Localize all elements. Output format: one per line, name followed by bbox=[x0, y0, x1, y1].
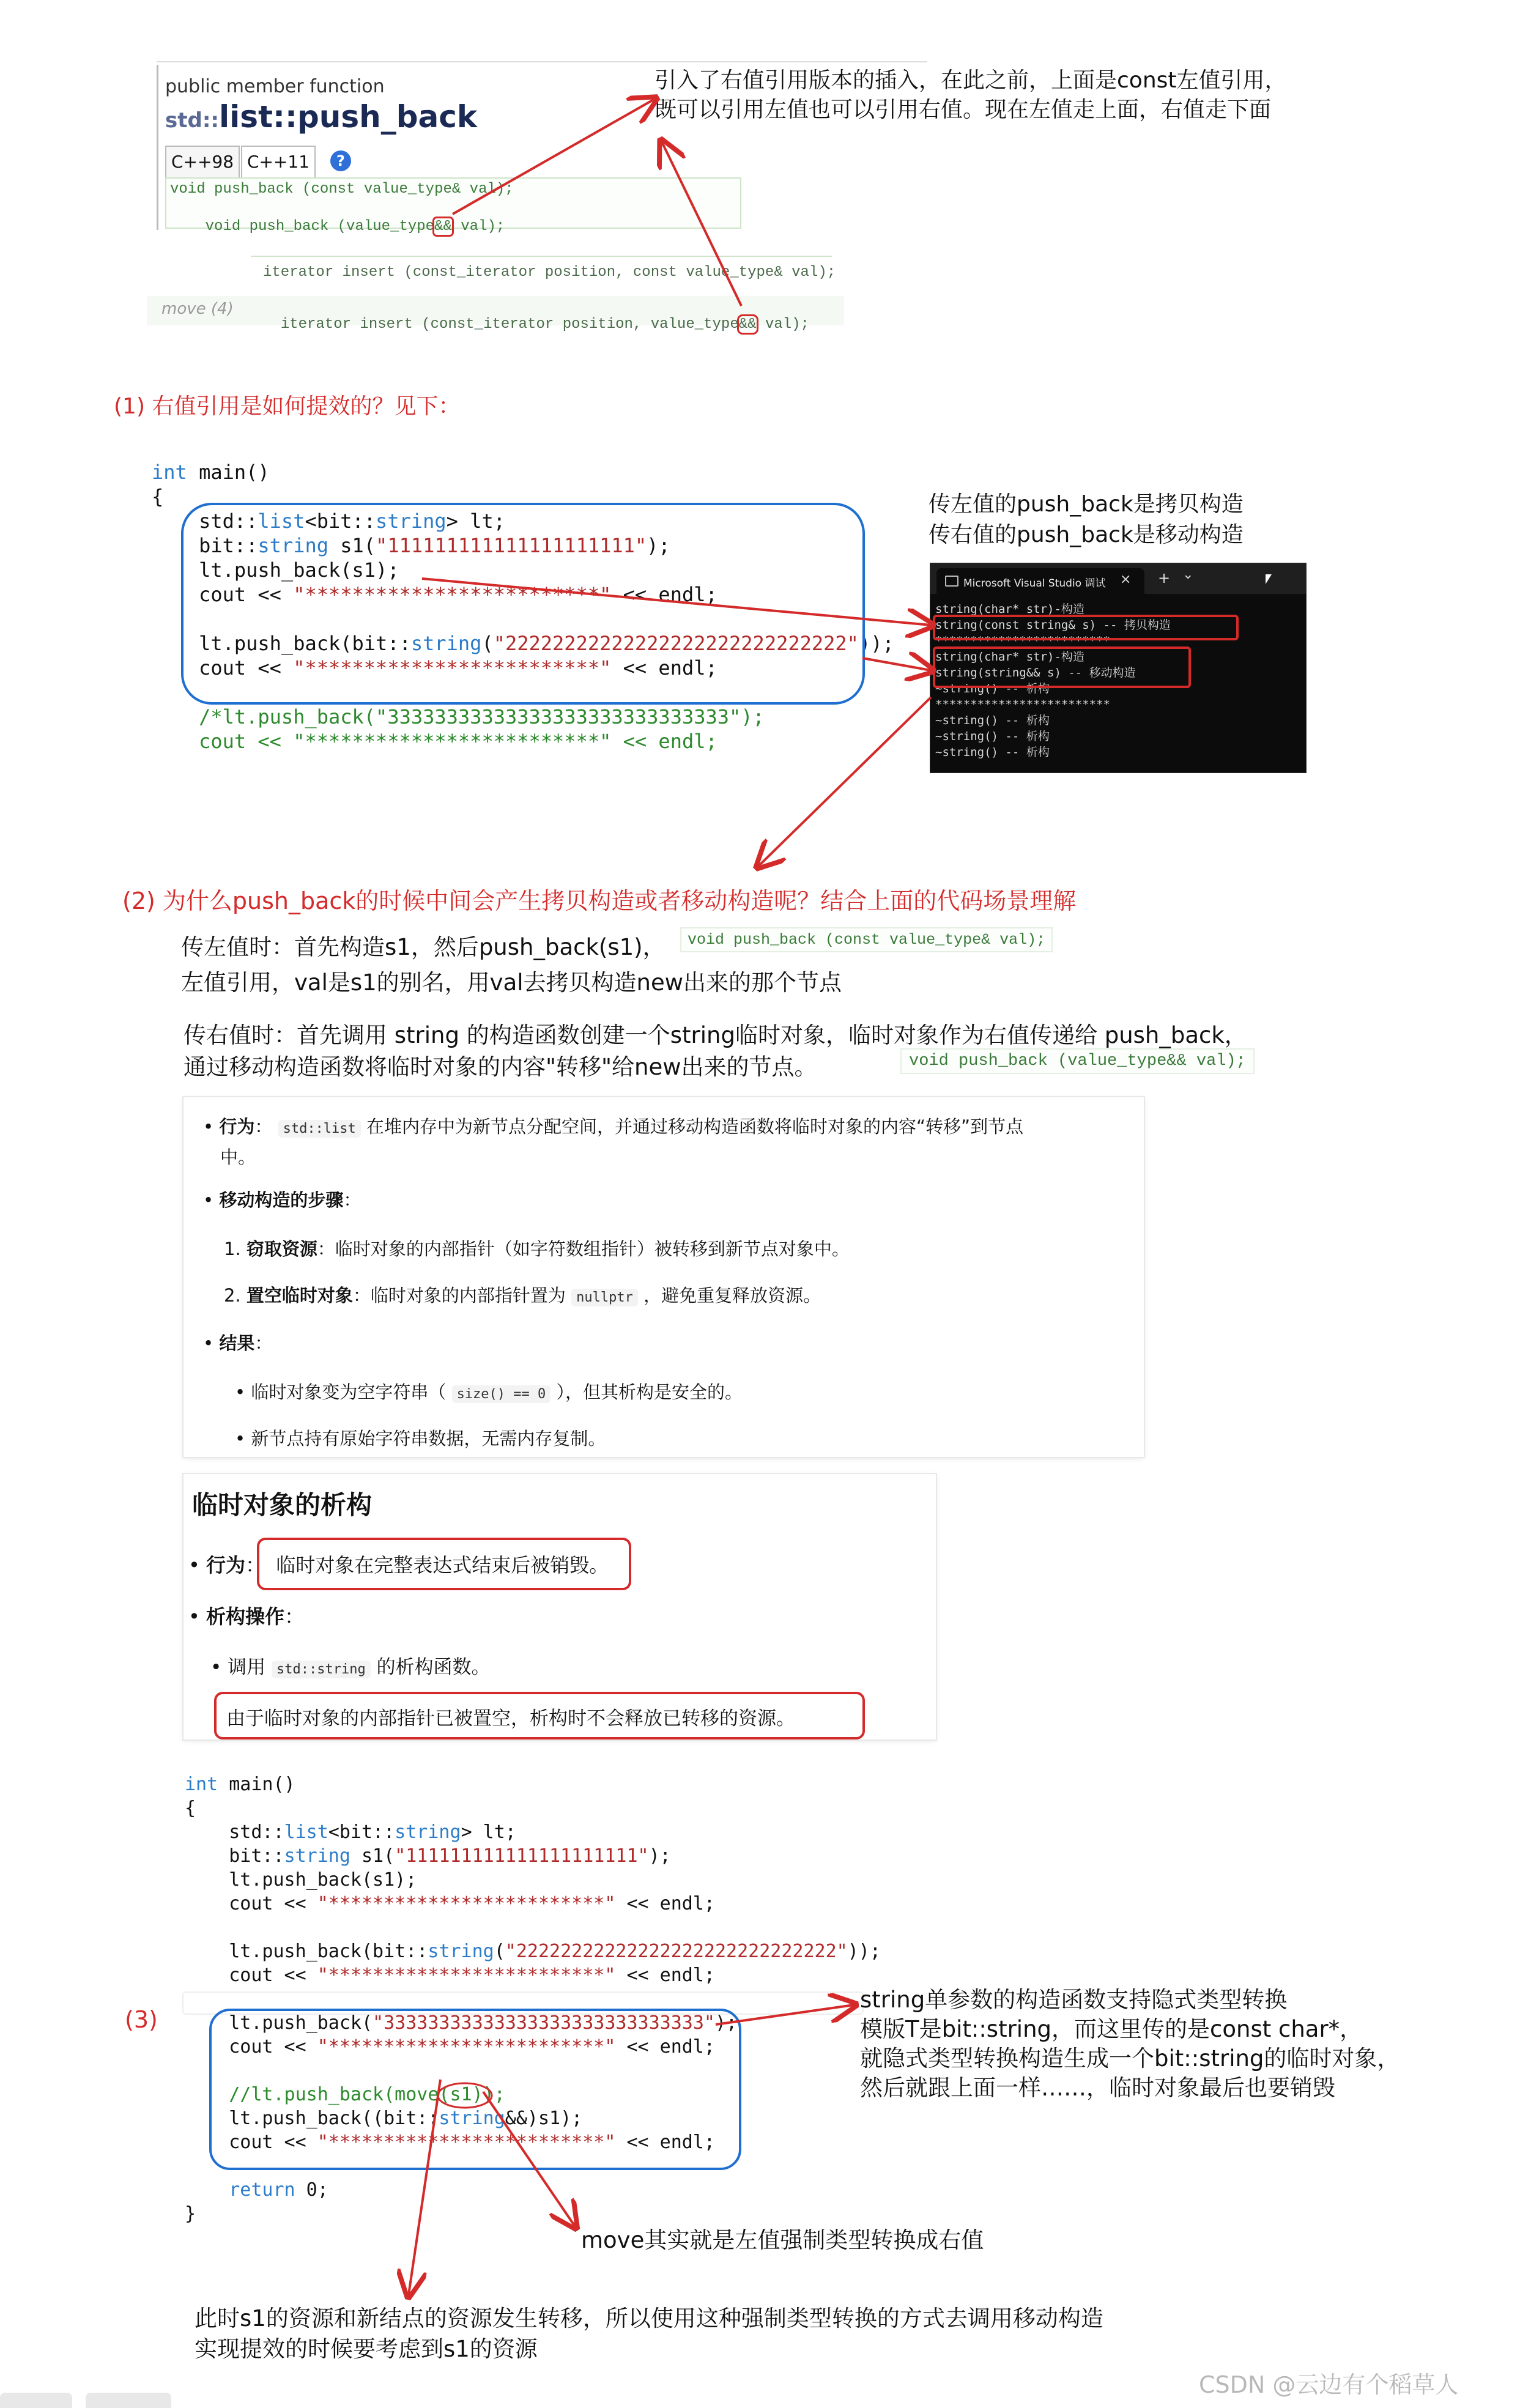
code1-line: cout << "*************************" << endl; bbox=[152, 583, 717, 606]
code2-line: cout << "*************************" << endl; bbox=[185, 2036, 715, 2058]
code1-line: /*lt.push_back("33333333333333333333333333333"); bbox=[152, 705, 765, 728]
arrow-sig-to-note bbox=[453, 99, 654, 214]
code2-line: std::list<bit::string> lt; bbox=[185, 1821, 516, 1843]
console-line: ************************* bbox=[935, 698, 1110, 711]
arrow-move-comment bbox=[483, 2092, 575, 2226]
console-line: ************************* bbox=[935, 634, 1110, 648]
ref-header-top: public member function bbox=[165, 76, 385, 97]
card2-destruct-2: 由于临时对象的内部指针已被置空，析构时不会释放已转移的资源。 bbox=[226, 1708, 795, 1730]
card2-bullet-behavior: • 行为： 临时对象在完整表达式结束后被销毁。 bbox=[188, 1554, 609, 1577]
code1-line: bit::string s1("111111111111111111111"); bbox=[152, 534, 670, 557]
code1-line: cout << "*************************" << endl; bbox=[152, 730, 717, 753]
code2-line: { bbox=[185, 1798, 196, 1819]
code2-line: cout << "*************************" << endl; bbox=[185, 1965, 715, 1986]
card1-result-1: • 临时对象变为空字符串（ size() == 0 ），但其析构是安全的。 bbox=[235, 1382, 743, 1402]
code2-line: lt.push_back("33333333333333333333333333333"); bbox=[185, 2012, 738, 2034]
code1-line: lt.push_back(bit::string("22222222222222222222222222222")); bbox=[152, 632, 894, 655]
section2-p3: 传右值时：首先调用 string 的构造函数创建一个string临时对象，临时对象作为右值传递给 push_back， bbox=[184, 1022, 1247, 1048]
arrow-console-to-sec2 bbox=[758, 697, 931, 866]
section2-p4: 通过移动构造函数将临时对象的内容"转移"给new出来的节点。 bbox=[184, 1054, 817, 1080]
code1-line: int main() bbox=[152, 461, 270, 484]
card1-result-2: • 新节点持有原始字符串数据，无需内存复制。 bbox=[235, 1428, 606, 1449]
ref-title-main: list::push_back bbox=[219, 99, 478, 135]
code1-line: std::list<bit::string> lt; bbox=[152, 509, 505, 533]
watermark: CSDN @云边有个稻草人 bbox=[1199, 2371, 1459, 2398]
section3-label: (3) bbox=[125, 2006, 158, 2033]
code2-line: return 0; bbox=[229, 2179, 328, 2201]
card1-bullet-steps: • 移动构造的步骤： bbox=[203, 1190, 361, 1210]
help-icon[interactable]: ? bbox=[330, 150, 351, 171]
console-line: ~string() -- 析构 bbox=[935, 682, 1050, 695]
new-tab-icon[interactable]: + bbox=[1158, 569, 1171, 587]
ref-insert-2: iterator insert (const_iterator position, value_type&& val); bbox=[280, 316, 809, 333]
card1-step-2: 2. 置空临时对象：临时对象的内部指针置为 nullptr ，避免重复释放资源。 bbox=[224, 1285, 821, 1306]
section2-p1: 传左值时：首先构造s1，然后push_back(s1)， bbox=[181, 934, 665, 960]
arrow-insert-to-note bbox=[662, 142, 741, 306]
section2-p4-code: void push_back (value_type&& val); bbox=[900, 1048, 1255, 1074]
note-right-1-line1: 传左值的push_back是拷贝构造 bbox=[929, 492, 1244, 517]
card2-title: 临时对象的析构 bbox=[192, 1490, 373, 1520]
card1-bullet-behavior: • 行为： std::list 在堆内存中为新节点分配空间，并通过移动构造函数将临时对象的内容“转移”到节点 bbox=[203, 1116, 1024, 1137]
inline-code: nullptr bbox=[571, 1289, 638, 1306]
ref-insert-1: iterator insert (const_iterator position, const value_type& val); bbox=[263, 264, 836, 281]
console-line: ~string() -- 析构 bbox=[935, 746, 1050, 759]
arrow-code3-to-note bbox=[716, 2005, 854, 2025]
code1-line: cout << "*************************" << endl; bbox=[152, 656, 717, 680]
tab-cpp98-label: C++98 bbox=[171, 152, 234, 172]
ref-title-prefix: std:: bbox=[165, 108, 220, 133]
ref-insert-2-rvalue: && bbox=[738, 316, 757, 333]
note-right-1-line2: 传右值的push_back是移动构造 bbox=[929, 522, 1244, 547]
ref-sig-2-rvalue: && bbox=[434, 218, 452, 235]
console-line: string(char* str)-构造 bbox=[935, 650, 1084, 664]
console-line: string(const string& s) -- 拷贝构造 bbox=[935, 618, 1171, 632]
ref-sig-2: void push_back (value_type&& val); bbox=[205, 218, 505, 235]
section2-p2: 左值引用，val是s1的别名，用val去拷贝构造new出来的那个节点 bbox=[181, 969, 842, 996]
note-bottom-line1: 此时s1的资源和新结点的资源发生转移，所以使用这种强制类型转换的方式去调用移动构造 bbox=[195, 2305, 1103, 2332]
ref-insert-label: move (4) bbox=[161, 300, 234, 318]
section2-p1-code: void push_back (const value_type& val); bbox=[680, 927, 1053, 952]
inline-code: std::string bbox=[272, 1661, 371, 1678]
console-line: string(char* str)-构造 bbox=[935, 602, 1084, 616]
code1-line: { bbox=[152, 485, 164, 508]
code2-line: } bbox=[185, 2203, 196, 2225]
note-bottom-line2: 实现提效的时候要考虑到s1的资源 bbox=[195, 2336, 538, 2362]
note-top-line1: 引入了右值引用版本的插入，在此之前，上面是const左值引用， bbox=[654, 68, 1287, 93]
code2-line: lt.push_back(s1); bbox=[185, 1869, 417, 1891]
console-line: string(string&& s) -- 移动构造 bbox=[935, 666, 1136, 680]
inline-code: size() == 0 bbox=[452, 1385, 551, 1403]
note-top-line2: 既可以引用左值也可以引用右值。现在左值走上面，右值走下面 bbox=[654, 97, 1272, 122]
card1-bullet-behavior-cont: 中。 bbox=[220, 1147, 256, 1168]
console-line: ~string() -- 析构 bbox=[935, 714, 1050, 727]
card1-bullet-result: • 结果： bbox=[203, 1333, 273, 1354]
ref-sig-1: void push_back (const value_type& val); bbox=[170, 181, 514, 198]
code2-line: lt.push_back(bit::string("22222222222222222222222222222")); bbox=[185, 1941, 881, 1962]
code2-line: bit::string s1("111111111111111111111"); bbox=[185, 1845, 671, 1867]
section1-heading: (1) 右值引用是如何提效的？见下： bbox=[114, 394, 461, 419]
card1-step-1: 1. 窃取资源：临时对象的内部指针（如字符数组指针）被转移到新节点对象中。 bbox=[224, 1239, 850, 1259]
code2-line: lt.push_back((bit::string&&)s1); bbox=[185, 2108, 583, 2129]
note-right-3-line4: 然后就跟上面一样……，临时对象最后也要销毁 bbox=[860, 2075, 1335, 2101]
circle-move-s1 bbox=[438, 2083, 492, 2108]
note-right-3-line1: string单参数的构造函数支持隐式类型转换 bbox=[860, 1987, 1288, 2013]
code2-line: cout << "*************************" << endl; bbox=[185, 1893, 715, 1914]
code2-line: //lt.push_back(move(s1)); bbox=[185, 2084, 505, 2105]
console-tab-title: Microsoft Visual Studio 调试 bbox=[963, 577, 1106, 590]
note-right-3-line2: 模版T是bit::string，而这里传的是const char*， bbox=[860, 2016, 1363, 2042]
card2-bullet-destruct: • 析构操作： bbox=[188, 1605, 305, 1628]
arrow-move-to-console bbox=[862, 658, 931, 670]
section2-heading: (2) 为什么push_back的时候中间会产生拷贝构造或者移动构造呢？结合上面的代码场景理解 bbox=[122, 887, 1077, 914]
inline-code: std::list bbox=[278, 1120, 361, 1138]
arrow-copy-to-console bbox=[422, 579, 931, 625]
code1-line: lt.push_back(s1); bbox=[152, 558, 399, 582]
card2-destruct-1: • 调用 std::string 的析构函数。 bbox=[210, 1656, 491, 1678]
console-line: ~string() -- 析构 bbox=[935, 730, 1050, 743]
close-icon[interactable]: × bbox=[1120, 572, 1132, 587]
code2-line: int main() bbox=[185, 1774, 295, 1795]
note-right-3-line3: 就隐式类型转换构造生成一个bit::string的临时对象， bbox=[860, 2045, 1400, 2072]
note-move: move其实就是左值强制类型转换成右值 bbox=[581, 2227, 984, 2253]
tab-cpp11-label: C++11 bbox=[247, 152, 310, 172]
arrow-cast-to-bottom bbox=[409, 2080, 440, 2295]
chevron-down-icon[interactable]: ⌄ bbox=[1182, 567, 1194, 582]
code2-line: cout << "*************************" << endl; bbox=[185, 2132, 715, 2153]
